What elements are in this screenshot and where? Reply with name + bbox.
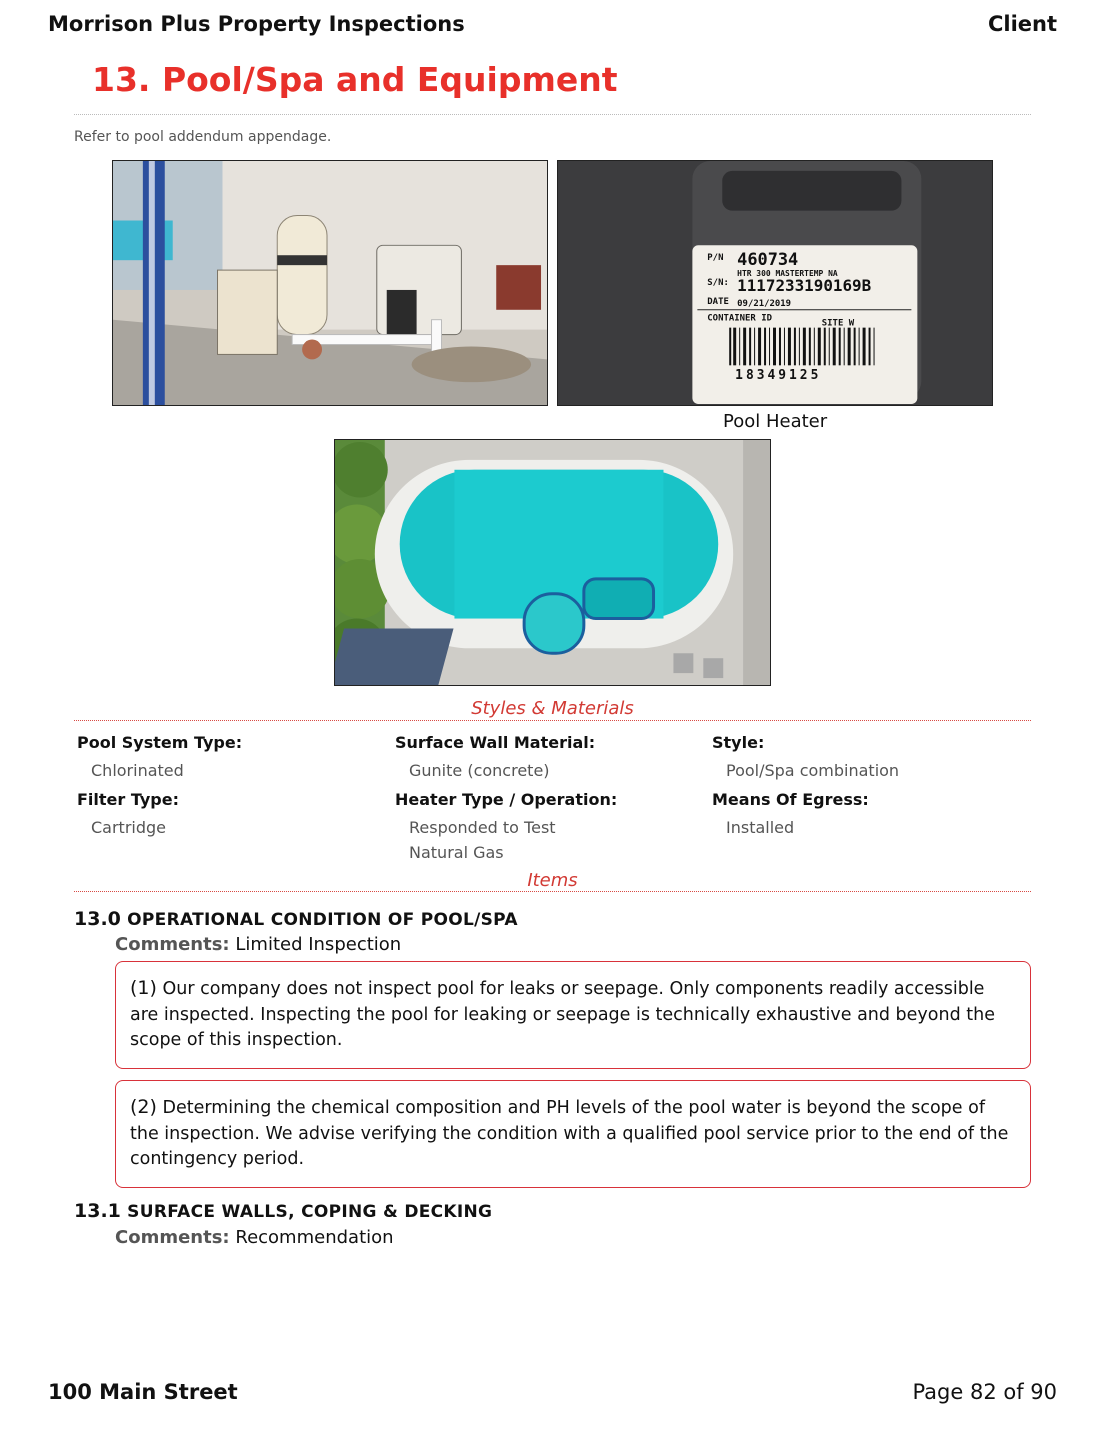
- label-sn-key: S/N:: [707, 277, 729, 288]
- label-model: HTR 300 MASTERTEMP NA: [737, 269, 838, 279]
- field-value: Gunite (concrete): [409, 761, 550, 780]
- label-sn: 1117233190169B: [737, 275, 872, 295]
- note-box: [115, 1080, 1031, 1188]
- note-text: Our company does not inspect pool for leaks or seepage. Only components readily accessible are inspected. Inspecting the pool for leaking or seepage is technically exhaustive and beyond the scope of this inspection.: [130, 979, 995, 1050]
- field-value: Installed: [726, 818, 795, 837]
- items-divider: [74, 891, 1031, 892]
- item-title: SURFACE WALLS, COPING & DECKING: [127, 1202, 493, 1222]
- note-box: [115, 961, 1031, 1069]
- field-value: Cartridge: [91, 818, 167, 837]
- item-number: 13.1: [74, 1200, 121, 1222]
- field-label: Pool System Type:: [77, 733, 243, 752]
- pool-heater-label-photo: [557, 160, 993, 406]
- pool-style: [712, 733, 1012, 783]
- note-text: Determining the chemical composition and PH levels of the pool water is beyond the scope of the inspection. We advise verifying the condition with a qualified pool service prior to the end of the contingency period.: [130, 1098, 1009, 1169]
- item-comments-13-1: [115, 1227, 394, 1248]
- comments-label: Comments:: [115, 1227, 230, 1248]
- comments-label: Comments:: [115, 934, 230, 955]
- section-title: 13. Pool/Spa and Equipment: [92, 60, 618, 99]
- comments-value: Recommendation: [235, 1227, 394, 1248]
- styles-materials-divider: [74, 720, 1031, 721]
- label-date: 09/21/2019: [737, 298, 792, 309]
- title-divider: [74, 114, 1031, 115]
- item-number: 13.0: [74, 908, 121, 930]
- field-label: Filter Type:: [77, 790, 180, 809]
- section-note: Refer to pool addendum appendage.: [74, 129, 332, 145]
- label-pn-key: P/N: [707, 253, 724, 264]
- field-label: Means Of Egress:: [712, 790, 869, 809]
- pool-system-type: [77, 733, 377, 783]
- label-container: CONTAINER ID: [707, 313, 773, 324]
- field-label: Style:: [712, 733, 765, 752]
- label-pn: 460734: [737, 249, 799, 270]
- field-value: Pool/Spa combination: [726, 761, 900, 780]
- label-barcode-number: 18349125: [735, 368, 822, 384]
- item-heading-13-0: [74, 908, 518, 930]
- item-title: OPERATIONAL CONDITION OF POOL/SPA: [127, 910, 518, 930]
- company-name: Morrison Plus Property Inspections: [48, 12, 465, 36]
- field-value: Natural Gas: [409, 843, 504, 862]
- pool-equipment-photo: [112, 160, 548, 406]
- property-address: 100 Main Street: [48, 1380, 238, 1404]
- comments-value: Limited Inspection: [235, 934, 402, 955]
- means-of-egress: [712, 790, 1012, 840]
- heater-type: [395, 790, 695, 865]
- items-heading: Items: [527, 870, 578, 891]
- client-label: Client: [987, 12, 1057, 36]
- note-number: (1): [130, 977, 157, 999]
- field-label: Heater Type / Operation:: [395, 790, 618, 809]
- note-number: (2): [130, 1096, 157, 1118]
- label-site: SITE W: [821, 318, 855, 329]
- field-value: Chlorinated: [91, 761, 184, 780]
- label-date-key: DATE: [707, 296, 729, 307]
- styles-materials-heading: Styles & Materials: [471, 698, 634, 719]
- field-value: Responded to Test: [409, 818, 556, 837]
- item-comments-13-0: [115, 934, 401, 955]
- surface-wall-material: [395, 733, 695, 783]
- pool-aerial-photo: [334, 439, 771, 686]
- filter-type: [77, 790, 377, 840]
- photo-caption: Pool Heater: [723, 411, 828, 432]
- field-label: Surface Wall Material:: [395, 733, 596, 752]
- item-heading-13-1: [74, 1200, 492, 1222]
- page-number: Page 82 of 90: [912, 1380, 1057, 1404]
